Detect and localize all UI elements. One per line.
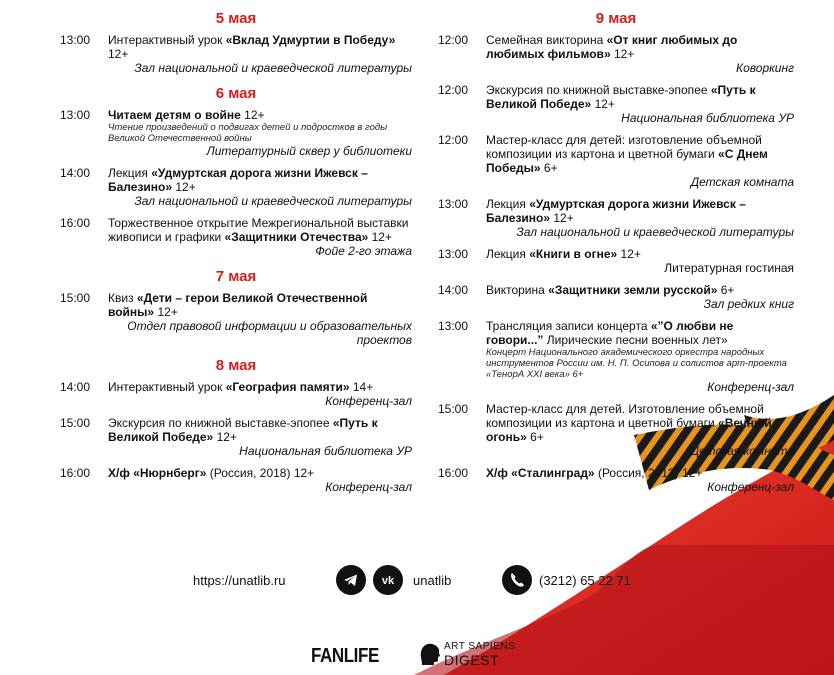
- event-title: [486, 402, 794, 444]
- event-title: [486, 247, 794, 261]
- event-body: [108, 466, 412, 494]
- event-title-prefix: Трансляция записи концерта: [486, 319, 651, 333]
- event-title: [108, 166, 412, 194]
- event-title-bold: «Дети – герои Великой Отечественной войны»: [108, 291, 368, 319]
- event-body: [108, 380, 412, 408]
- event-title-prefix: Мастер-класс для детей. Изготовление объемной композиции из картона и цветной бумаги: [486, 402, 764, 430]
- event-place: Фойе 2-го этажа: [315, 244, 412, 258]
- event-place: Национальная библиотека УР: [239, 444, 412, 458]
- svg-text:vk: vk: [381, 575, 395, 587]
- event-item: [60, 380, 412, 408]
- left-column: [60, 0, 412, 502]
- event-item: [60, 216, 412, 258]
- event-body: [108, 166, 412, 208]
- day-heading: 8 мая: [215, 357, 257, 374]
- event-item: [438, 33, 794, 75]
- website-link[interactable]: https://unatlib.ru: [193, 573, 286, 588]
- event-title-prefix: Викторина: [486, 283, 549, 297]
- event-title-suffix: 12+: [617, 247, 641, 261]
- event-item: [60, 416, 412, 458]
- event-body: [108, 33, 412, 75]
- event-item: [438, 83, 794, 125]
- event-item: [438, 402, 794, 458]
- footer: [0, 565, 834, 675]
- event-title: [486, 33, 794, 61]
- event-body: [486, 33, 794, 75]
- event-title-suffix: 12+: [591, 97, 615, 111]
- event-body: [108, 416, 412, 458]
- event-time: 15:00: [60, 291, 91, 305]
- event-title: [486, 83, 794, 111]
- event-title-bold: «Вклад Удмуртии в Победу»: [225, 33, 396, 47]
- event-title-prefix: Мастер-класс для детей: изготовление объемной композиции из картона и цветной бумаги: [486, 133, 762, 161]
- event-title-suffix: 12+: [368, 230, 392, 244]
- event-item: [438, 466, 794, 494]
- event-title: [108, 466, 412, 480]
- event-time: 13:00: [438, 247, 469, 261]
- event-item: [60, 33, 412, 75]
- event-title: [108, 108, 412, 122]
- event-place: Детская комната: [690, 175, 794, 189]
- right-column: [438, 0, 794, 502]
- event-title-suffix: 12+: [610, 47, 635, 61]
- event-body: [486, 133, 794, 189]
- event-title-suffix: (Россия, 2013) 12+: [594, 466, 703, 480]
- event-body: [108, 216, 412, 258]
- telegram-icon[interactable]: [336, 565, 366, 595]
- event-item: [438, 247, 794, 275]
- vk-icon[interactable]: [373, 565, 403, 595]
- event-title-bold: «От книг любимых до любимых фильмов»: [486, 33, 738, 61]
- event-time: 12:00: [438, 33, 469, 47]
- event-body: [108, 108, 412, 158]
- event-item: [60, 108, 412, 158]
- event-title-suffix: 6+: [526, 430, 544, 444]
- day-heading: 5 мая: [215, 10, 257, 27]
- event-note: Концерт Национального академического оркестра народных инструментов России им. Н. П. Осипова и солистов арт-проекта «ТенорА XXI века» 6+: [486, 347, 787, 380]
- event-title-suffix: 6+: [540, 161, 558, 175]
- event-place: Зал национальной и краеведческой литературы: [134, 61, 412, 75]
- event-title-bold: «Удмуртская дорога жизни Ижевск – Балезино»: [108, 166, 368, 194]
- event-title-prefix: Семейная викторина: [486, 33, 607, 47]
- event-place: Коворкинг: [736, 61, 794, 75]
- event-title: [108, 380, 412, 394]
- art-sapiens-logo-top: ART SAPIENS: [444, 641, 516, 652]
- event-title-prefix: Интерактивный урок: [108, 380, 226, 394]
- event-body: [486, 283, 794, 311]
- event-title-suffix: 12+: [550, 211, 574, 225]
- event-item: [438, 133, 794, 189]
- event-body: [486, 402, 794, 458]
- event-time: 16:00: [438, 466, 469, 480]
- event-time: 16:00: [60, 216, 91, 230]
- event-item: [438, 283, 794, 311]
- event-time: 13:00: [438, 319, 469, 333]
- event-title-bold: «Защитники Отечества»: [224, 230, 369, 244]
- event-title-prefix: Экскурсия по книжной выставке-эпопее: [486, 83, 711, 97]
- event-title-bold: Х/ф «Нюрнберг»: [108, 466, 207, 480]
- event-item: [438, 319, 794, 394]
- event-place: Литературный сквер у библиотеки: [206, 144, 412, 158]
- event-title-prefix: Лекция: [486, 247, 530, 261]
- event-note: Чтение произведений о подвигах детей и подростков в годы Великой Отечественной войны: [108, 122, 388, 144]
- event-title-prefix: Лекция: [486, 197, 530, 211]
- event-title-suffix: 12+: [240, 108, 265, 122]
- event-title-bold: «Удмуртская дорога жизни Ижевск – Балезино»: [486, 197, 746, 225]
- event-time: 15:00: [60, 416, 91, 430]
- day-heading: 6 мая: [215, 85, 257, 102]
- event-time: 12:00: [438, 133, 469, 147]
- event-time: 16:00: [60, 466, 91, 480]
- event-title: [108, 416, 412, 444]
- event-body: [486, 83, 794, 125]
- event-title: [486, 133, 794, 175]
- event-title-suffix: 12+: [154, 305, 178, 319]
- event-title: [486, 283, 794, 297]
- event-title-bold: Читаем детям о войне: [108, 108, 241, 122]
- event-time: 13:00: [438, 197, 469, 211]
- event-body: [486, 319, 794, 394]
- event-place: Конференц-зал: [325, 394, 412, 408]
- event-title-prefix: Торжественное открытие Межрегиональной выставки живописи и графики: [108, 216, 409, 244]
- event-body: [486, 247, 794, 275]
- event-place: Зал национальной и краеведческой литературы: [516, 225, 794, 239]
- event-place: Конференц-зал: [707, 380, 794, 394]
- event-place: Национальная библиотека УР: [621, 111, 794, 125]
- event-place: Конференц-зал: [325, 480, 412, 494]
- event-body: [486, 197, 794, 239]
- event-time: 14:00: [60, 166, 91, 180]
- event-title: [486, 197, 794, 225]
- event-title: [108, 291, 412, 319]
- event-title-prefix: Квиз: [108, 291, 137, 305]
- event-item: [438, 197, 794, 239]
- event-item: [60, 291, 412, 347]
- phone-number[interactable]: (3212) 65 22 71: [539, 573, 631, 588]
- event-time: 12:00: [438, 83, 469, 97]
- event-title-suffix: 14+: [349, 380, 374, 394]
- event-title-suffix: 12+: [213, 430, 237, 444]
- fanlife-logo: FANLIFE: [311, 645, 379, 667]
- event-place: Отдел правовой информации и образовательных проектов: [127, 319, 412, 347]
- event-time: 13:00: [60, 108, 91, 122]
- art-sapiens-head-icon: [418, 641, 442, 667]
- event-title: [486, 466, 794, 480]
- event-place: Зал редких книг: [703, 297, 794, 311]
- event-title-bold: «Вечный огонь»: [486, 416, 772, 444]
- event-title: [108, 33, 412, 61]
- event-place: Детская комната: [690, 444, 794, 458]
- event-title-bold: «”О любви не говори...”: [486, 319, 734, 347]
- event-title-bold: «Путь к Великой Победе»: [108, 416, 378, 444]
- event-title-prefix: Экскурсия по книжной выставке-эпопее: [108, 416, 333, 430]
- event-title-bold: «Книги в огне»: [529, 247, 618, 261]
- event-title-prefix: Интерактивный урок: [108, 33, 226, 47]
- event-title-suffix: Лирические песни военных лет»: [546, 333, 728, 347]
- event-title: [108, 216, 412, 244]
- event-title-suffix: 12+: [172, 180, 196, 194]
- event-title-bold: «Защитники земли русской»: [548, 283, 718, 297]
- event-body: [108, 291, 412, 347]
- event-time: 13:00: [60, 33, 91, 47]
- event-place: Зал национальной и краеведческой литературы: [134, 194, 412, 208]
- event-title-bold: Х/ф «Сталинград»: [486, 466, 595, 480]
- art-sapiens-logo-bottom: DIGEST: [444, 652, 500, 668]
- event-place: Литературная гостиная: [664, 261, 794, 275]
- event-title-suffix: 6+: [717, 283, 735, 297]
- event-title-suffix: 12+: [108, 47, 129, 61]
- event-body: [486, 466, 794, 494]
- event-title-bold: «Путь к Великой Победе»: [486, 83, 756, 111]
- event-title-prefix: Лекция: [108, 166, 152, 180]
- day-heading: 7 мая: [215, 268, 257, 285]
- social-handle[interactable]: unatlib: [413, 573, 452, 588]
- event-title: [486, 319, 794, 347]
- event-time: 14:00: [438, 283, 469, 297]
- event-item: [60, 166, 412, 208]
- phone-icon: [502, 565, 532, 595]
- event-title-suffix: (Россия, 2018) 12+: [206, 466, 315, 480]
- event-time: 14:00: [60, 380, 91, 394]
- event-place: Конференц-зал: [707, 480, 794, 494]
- event-time: 15:00: [438, 402, 469, 416]
- event-title-bold: «С Днем Победы»: [486, 147, 768, 175]
- event-title-bold: «География памяти»: [225, 380, 350, 394]
- event-item: [60, 466, 412, 494]
- day-heading: 9 мая: [595, 10, 637, 27]
